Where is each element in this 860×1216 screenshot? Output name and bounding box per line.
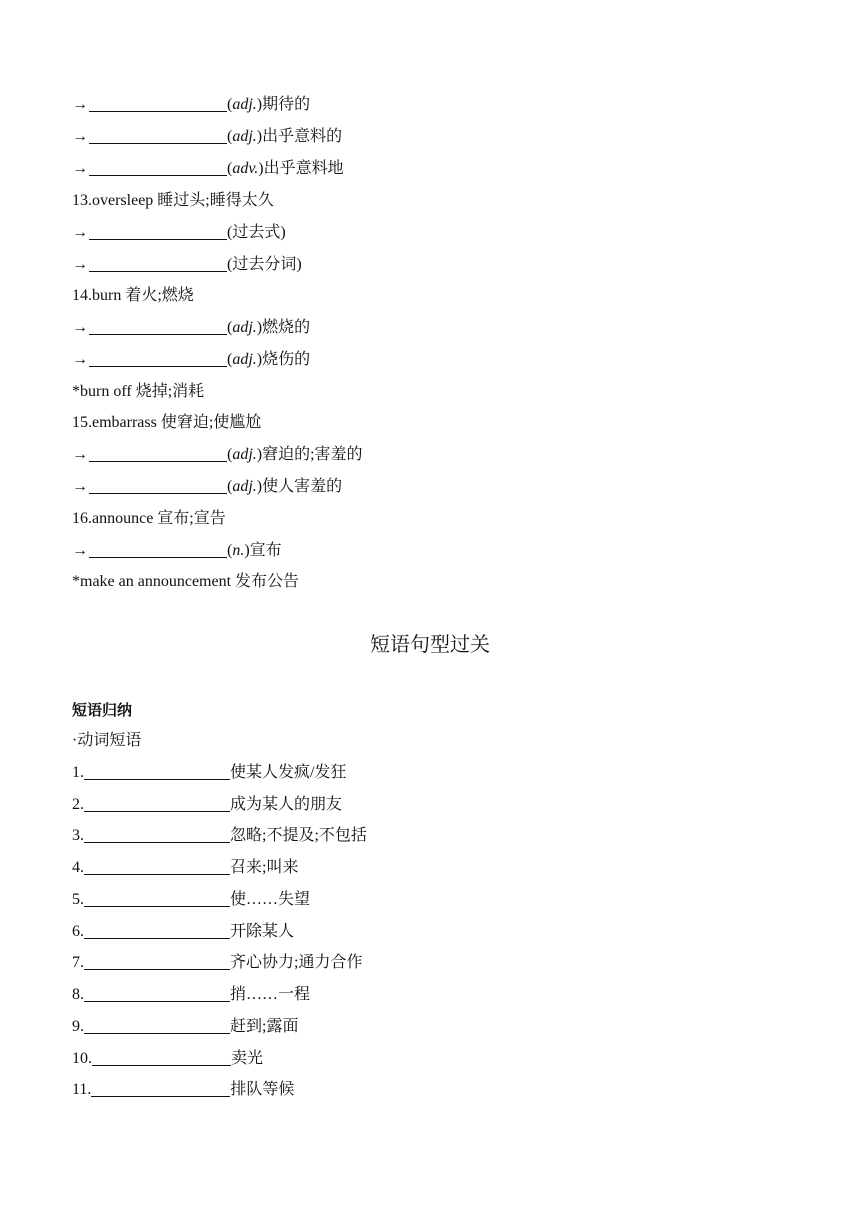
phrase-item (72, 761, 346, 785)
item-number: 9. (72, 1018, 84, 1035)
headword-line: 13.oversleep 睡过头;睡得太久 (72, 192, 274, 209)
meaning: 使人害羞的 (262, 478, 343, 495)
answer-blank[interactable] (92, 1049, 231, 1066)
meaning: 出乎意料的 (262, 128, 343, 145)
part-of-speech: n. (232, 542, 245, 559)
part-of-speech: adj. (232, 478, 257, 495)
derivation-line: → (adj.)烧伤的 (72, 348, 310, 372)
item-number: 3. (72, 827, 84, 844)
phrase-item (72, 983, 310, 1007)
item-number: 6. (72, 923, 84, 940)
derivation-line: → (adj.)燃烧的 (72, 316, 310, 340)
answer-blank[interactable] (84, 953, 230, 970)
phrase-meaning: 排队等候 (230, 1081, 295, 1098)
item-number: 8. (72, 986, 84, 1003)
meaning: 烧伤的 (262, 351, 311, 368)
answer-blank[interactable] (89, 95, 227, 112)
item-number: 4. (72, 859, 84, 876)
phrase-item (72, 824, 367, 848)
item-number: 1. (72, 764, 84, 781)
derivation-line (72, 221, 286, 245)
derivation-line: → (n.)宣布 (72, 539, 282, 563)
phrase-item (72, 1047, 263, 1071)
part-of-speech: adv. (232, 160, 259, 177)
derivation-line: → (adj.)出乎意料的 (72, 125, 342, 149)
item-number: 2. (72, 796, 84, 813)
phrase-item (72, 1015, 298, 1039)
item-number: 10. (72, 1050, 92, 1067)
phrase-meaning: 使某人发疯/发狂 (230, 764, 347, 781)
part-of-speech: adj. (232, 96, 257, 113)
answer-blank[interactable] (84, 985, 230, 1002)
subsection-title: 短语归纳 (72, 701, 133, 719)
answer-blank[interactable] (89, 541, 227, 558)
arrow: → (72, 351, 88, 368)
arrow: → (72, 160, 88, 177)
part-of-speech: adj. (232, 351, 257, 368)
headword-line: 14.burn 着火;燃烧 (72, 287, 194, 304)
meaning: 宣布 (249, 542, 282, 559)
derivation-line: → (adj.)窘迫的;害羞的 (72, 443, 363, 467)
arrow: → (72, 128, 88, 145)
answer-blank[interactable] (89, 159, 227, 176)
answer-blank[interactable] (84, 890, 230, 907)
answer-blank[interactable] (89, 255, 227, 272)
phrase-meaning: 捎……一程 (230, 986, 311, 1003)
phrase-meaning: 齐心协力;通力合作 (230, 954, 363, 971)
section-title: 短语句型过关 (370, 632, 490, 656)
category-label: ·动词短语 (72, 732, 142, 749)
arrow: → (72, 542, 88, 559)
answer-blank[interactable] (89, 318, 227, 335)
derivation-line: → (adj.)使人害羞的 (72, 475, 342, 499)
answer-blank[interactable] (89, 223, 227, 240)
answer-blank[interactable] (84, 795, 230, 812)
derivation-line: → (adv.)出乎意料地 (72, 157, 344, 181)
part-of-speech: adj. (232, 319, 257, 336)
meaning: 窘迫的;害羞的 (262, 446, 363, 463)
phrase-note-line: *burn off 烧掉;消耗 (72, 383, 205, 400)
answer-blank[interactable] (84, 826, 230, 843)
phrase-meaning: 赶到;露面 (230, 1018, 299, 1035)
phrase-meaning: 卖光 (231, 1050, 264, 1067)
phrase-item (72, 856, 298, 880)
answer-blank[interactable] (84, 858, 230, 875)
phrase-meaning: 成为某人的朋友 (230, 796, 343, 813)
arrow: → (72, 224, 88, 241)
answer-blank[interactable] (89, 477, 227, 494)
phrase-item (72, 888, 310, 912)
meaning: 期待的 (262, 96, 311, 113)
phrase-meaning: 开除某人 (230, 923, 295, 940)
headword-line: 16.announce 宣布;宣告 (72, 510, 226, 527)
phrase-item (72, 951, 362, 975)
answer-blank[interactable] (89, 350, 227, 367)
meaning: 燃烧的 (262, 319, 311, 336)
form-label: (过去式) (227, 224, 286, 241)
answer-blank[interactable] (84, 1017, 230, 1034)
phrase-item (72, 920, 294, 944)
part-of-speech: adj. (232, 128, 257, 145)
phrase-note-line: *make an announcement 发布公告 (72, 573, 300, 590)
answer-blank[interactable] (89, 127, 227, 144)
form-label: (过去分词) (227, 256, 302, 273)
arrow: → (72, 478, 88, 495)
answer-blank[interactable] (84, 763, 230, 780)
item-number: 7. (72, 954, 84, 971)
phrase-meaning: 忽略;不提及;不包括 (230, 827, 367, 844)
derivation-line (72, 253, 302, 277)
headword-line: 15.embarrass 使窘迫;使尴尬 (72, 414, 262, 431)
answer-blank[interactable] (91, 1080, 230, 1097)
phrase-meaning: 召来;叫来 (230, 859, 299, 876)
phrase-item (72, 793, 342, 817)
derivation-line: → (adj.)期待的 (72, 93, 310, 117)
item-number: 11. (72, 1081, 92, 1098)
phrase-meaning: 使……失望 (230, 891, 311, 908)
arrow: → (72, 256, 88, 273)
answer-blank[interactable] (89, 445, 227, 462)
meaning: 出乎意料地 (263, 160, 344, 177)
arrow: → (72, 96, 88, 113)
arrow: → (72, 446, 88, 463)
part-of-speech: adj. (232, 446, 257, 463)
arrow: → (72, 319, 88, 336)
phrase-item (72, 1078, 294, 1102)
answer-blank[interactable] (84, 922, 230, 939)
item-number: 5. (72, 891, 84, 908)
